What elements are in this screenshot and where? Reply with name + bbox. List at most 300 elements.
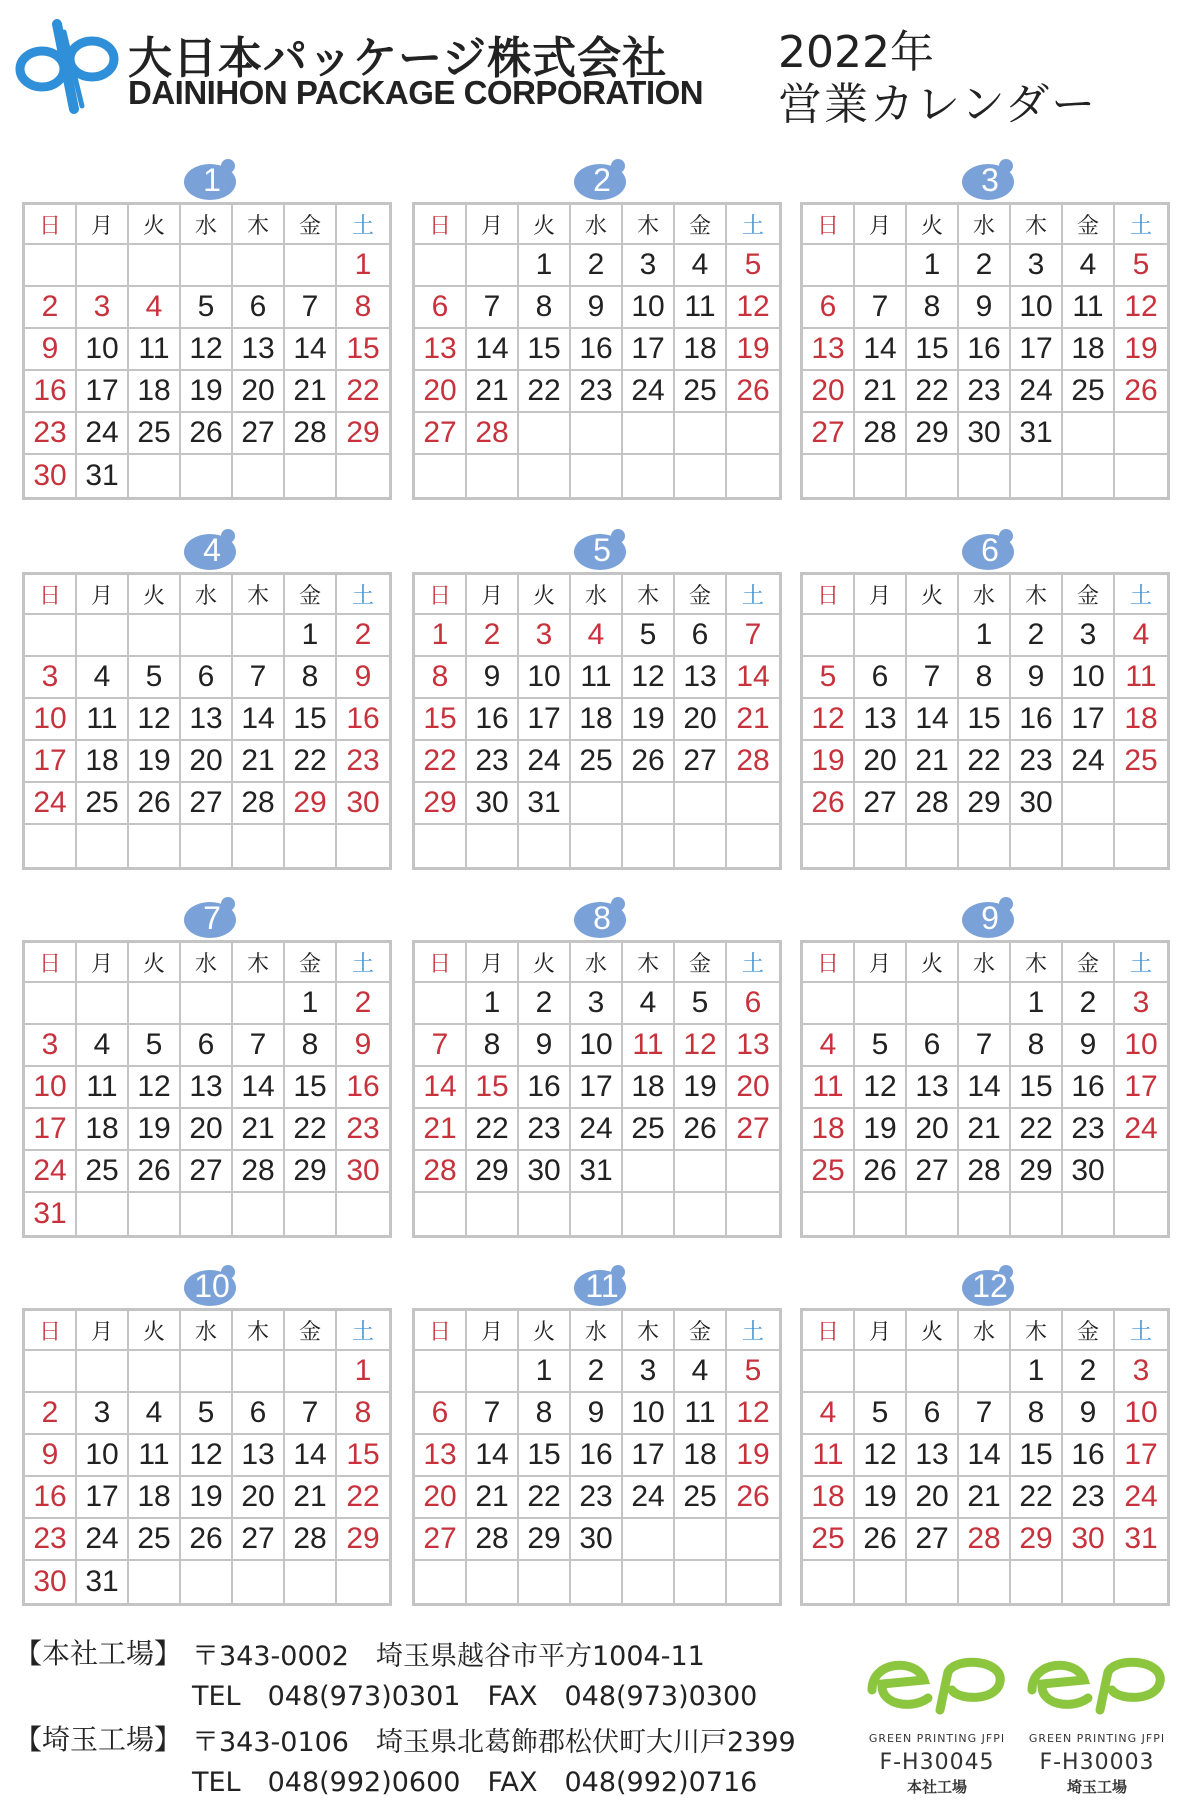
green-printing-hq: [862, 1650, 1012, 1810]
day-cell: 5: [855, 1025, 907, 1067]
day-cell: 13: [415, 329, 467, 371]
day-cell: 11: [77, 699, 129, 741]
day-cell: 13: [181, 699, 233, 741]
green-printing-tag: GREEN PRINTING JFPI: [868, 1732, 1006, 1745]
day-cell: 10: [623, 287, 675, 329]
empty-day-cell: [803, 455, 855, 497]
empty-day-cell: [129, 245, 181, 287]
day-cell: 6: [181, 1025, 233, 1067]
day-cell: 28: [727, 741, 779, 783]
month-number: 1: [203, 162, 221, 198]
weekday-header: 水: [959, 1311, 1011, 1351]
day-cell: 23: [1063, 1477, 1115, 1519]
empty-day-cell: [233, 825, 285, 867]
weekday-header: 木: [623, 1311, 675, 1351]
day-cell: 9: [337, 1025, 389, 1067]
day-cell: 29: [285, 1151, 337, 1193]
day-cell: 5: [129, 657, 181, 699]
day-cell: 21: [959, 1477, 1011, 1519]
day-cell: 29: [1011, 1519, 1063, 1561]
month-calendar: [412, 158, 786, 518]
day-cell: 12: [855, 1435, 907, 1477]
weekday-header: 金: [285, 205, 337, 245]
day-cell: 6: [803, 287, 855, 329]
empty-day-cell: [285, 825, 337, 867]
day-cell: 10: [77, 329, 129, 371]
weekday-header: 日: [415, 575, 467, 615]
day-cell: 22: [337, 371, 389, 413]
empty-day-cell: [77, 245, 129, 287]
empty-day-cell: [233, 615, 285, 657]
day-cell: 5: [623, 615, 675, 657]
calendar-year: 2022年: [778, 27, 934, 78]
weekday-header: 火: [129, 575, 181, 615]
day-cell: 19: [1115, 329, 1167, 371]
day-cell: 9: [467, 657, 519, 699]
day-cell: 9: [337, 657, 389, 699]
weekday-header: 土: [727, 943, 779, 983]
empty-day-cell: [233, 455, 285, 497]
day-cell: 7: [467, 287, 519, 329]
day-cell: 16: [467, 699, 519, 741]
weekday-header: 金: [1063, 575, 1115, 615]
day-cell: 28: [415, 1151, 467, 1193]
day-cell: 8: [285, 1025, 337, 1067]
empty-day-cell: [415, 1351, 467, 1393]
day-cell: 30: [337, 1151, 389, 1193]
day-cell: 22: [519, 371, 571, 413]
month-calendar: [800, 528, 1174, 888]
empty-day-cell: [675, 1561, 727, 1603]
day-cell: 26: [803, 783, 855, 825]
day-cell: 11: [77, 1067, 129, 1109]
empty-day-cell: [285, 1193, 337, 1235]
empty-day-cell: [571, 1561, 623, 1603]
month-badge: [960, 158, 1020, 202]
weekday-header: 土: [1115, 205, 1167, 245]
weekday-header: 金: [675, 943, 727, 983]
weekday-header: 水: [181, 205, 233, 245]
day-cell: 15: [519, 1435, 571, 1477]
day-cell: 30: [25, 455, 77, 497]
weekday-header: 土: [1115, 575, 1167, 615]
weekday-header: 日: [415, 943, 467, 983]
day-cell: 16: [571, 1435, 623, 1477]
weekday-header: 土: [337, 943, 389, 983]
day-cell: 21: [727, 699, 779, 741]
empty-day-cell: [959, 983, 1011, 1025]
day-cell: 4: [129, 287, 181, 329]
day-cell: 9: [571, 1393, 623, 1435]
weekday-header: 火: [907, 1311, 959, 1351]
day-cell: 18: [623, 1067, 675, 1109]
day-cell: 27: [233, 413, 285, 455]
day-cell: 22: [467, 1109, 519, 1151]
day-cell: 14: [959, 1435, 1011, 1477]
day-cell: 11: [129, 329, 181, 371]
empty-day-cell: [727, 1519, 779, 1561]
day-cell: 9: [959, 287, 1011, 329]
day-cell: 24: [571, 1109, 623, 1151]
day-cell: 10: [25, 1067, 77, 1109]
day-cell: 20: [675, 699, 727, 741]
weekday-header: 水: [571, 575, 623, 615]
green-printing-site: 本社工場: [906, 1778, 967, 1796]
empty-day-cell: [1063, 413, 1115, 455]
month-calendar: [22, 896, 396, 1256]
weekday-header: 火: [907, 575, 959, 615]
month-grid: [412, 1308, 782, 1606]
empty-day-cell: [233, 1193, 285, 1235]
day-cell: 22: [285, 1109, 337, 1151]
day-cell: 9: [1063, 1025, 1115, 1067]
day-cell: 17: [77, 1477, 129, 1519]
day-cell: 7: [415, 1025, 467, 1067]
day-cell: 28: [959, 1151, 1011, 1193]
weekday-header: 土: [727, 575, 779, 615]
weekday-header: 日: [803, 943, 855, 983]
empty-day-cell: [337, 825, 389, 867]
month-calendar: [412, 1264, 786, 1624]
day-cell: 9: [25, 329, 77, 371]
day-cell: 27: [415, 1519, 467, 1561]
day-cell: 8: [337, 287, 389, 329]
day-cell: 12: [1115, 287, 1167, 329]
day-cell: 5: [727, 245, 779, 287]
day-cell: 24: [1115, 1109, 1167, 1151]
weekday-header: 火: [519, 205, 571, 245]
day-cell: 16: [571, 329, 623, 371]
day-cell: 26: [1115, 371, 1167, 413]
month-number: 12: [972, 1268, 1008, 1304]
day-cell: 31: [77, 455, 129, 497]
day-cell: 30: [337, 783, 389, 825]
weekday-header: 土: [337, 575, 389, 615]
empty-day-cell: [519, 1561, 571, 1603]
day-cell: 3: [25, 1025, 77, 1067]
day-cell: 21: [233, 1109, 285, 1151]
empty-day-cell: [285, 455, 337, 497]
empty-day-cell: [1063, 783, 1115, 825]
day-cell: 29: [1011, 1151, 1063, 1193]
day-cell: 15: [959, 699, 1011, 741]
day-cell: 1: [285, 615, 337, 657]
day-cell: 24: [623, 1477, 675, 1519]
day-cell: 7: [233, 1025, 285, 1067]
empty-day-cell: [623, 413, 675, 455]
day-cell: 5: [675, 983, 727, 1025]
day-cell: 16: [337, 1067, 389, 1109]
day-cell: 22: [907, 371, 959, 413]
day-cell: 28: [959, 1519, 1011, 1561]
empty-day-cell: [959, 455, 1011, 497]
day-cell: 7: [285, 287, 337, 329]
day-cell: 1: [467, 983, 519, 1025]
empty-day-cell: [727, 455, 779, 497]
weekday-header: 木: [1011, 205, 1063, 245]
day-cell: 7: [233, 657, 285, 699]
day-cell: 2: [25, 1393, 77, 1435]
day-cell: 4: [77, 657, 129, 699]
empty-day-cell: [181, 1193, 233, 1235]
day-cell: 10: [1011, 287, 1063, 329]
weekday-header: 火: [519, 943, 571, 983]
day-cell: 10: [25, 699, 77, 741]
day-cell: 24: [623, 371, 675, 413]
month-grid: [22, 940, 392, 1238]
day-cell: 12: [129, 1067, 181, 1109]
day-cell: 16: [337, 699, 389, 741]
day-cell: 14: [727, 657, 779, 699]
weekday-header: 火: [129, 1311, 181, 1351]
empty-day-cell: [803, 1351, 855, 1393]
day-cell: 27: [181, 1151, 233, 1193]
day-cell: 27: [233, 1519, 285, 1561]
day-cell: 3: [571, 983, 623, 1025]
empty-day-cell: [1011, 825, 1063, 867]
day-cell: 18: [675, 1435, 727, 1477]
empty-day-cell: [907, 825, 959, 867]
day-cell: 7: [959, 1393, 1011, 1435]
day-cell: 28: [285, 1519, 337, 1561]
dp-logo-icon: [12, 14, 122, 114]
day-cell: 25: [1063, 371, 1115, 413]
day-cell: 3: [25, 657, 77, 699]
day-cell: 30: [571, 1519, 623, 1561]
empty-day-cell: [1115, 455, 1167, 497]
empty-day-cell: [415, 245, 467, 287]
day-cell: 20: [907, 1477, 959, 1519]
empty-day-cell: [181, 615, 233, 657]
weekday-header: 木: [623, 205, 675, 245]
empty-day-cell: [519, 825, 571, 867]
day-cell: 20: [233, 1477, 285, 1519]
weekday-header: 水: [181, 1311, 233, 1351]
empty-day-cell: [1063, 1561, 1115, 1603]
weekday-header: 日: [25, 943, 77, 983]
day-cell: 19: [181, 371, 233, 413]
empty-day-cell: [467, 825, 519, 867]
month-grid: [22, 572, 392, 870]
day-cell: 2: [1063, 1351, 1115, 1393]
weekday-header: 水: [181, 575, 233, 615]
weekday-header: 金: [285, 943, 337, 983]
weekday-header: 水: [959, 943, 1011, 983]
day-cell: 10: [623, 1393, 675, 1435]
day-cell: 31: [77, 1561, 129, 1603]
day-cell: 19: [129, 1109, 181, 1151]
day-cell: 29: [415, 783, 467, 825]
day-cell: 22: [1011, 1109, 1063, 1151]
month-number: 11: [585, 1268, 619, 1304]
day-cell: 18: [1063, 329, 1115, 371]
weekday-header: 土: [1115, 1311, 1167, 1351]
day-cell: 25: [77, 1151, 129, 1193]
day-cell: 14: [285, 1435, 337, 1477]
weekday-header: 土: [337, 1311, 389, 1351]
day-cell: 7: [727, 615, 779, 657]
day-cell: 1: [519, 245, 571, 287]
month-number: 9: [981, 900, 999, 936]
empty-day-cell: [675, 783, 727, 825]
day-cell: 19: [181, 1477, 233, 1519]
day-cell: 3: [1063, 615, 1115, 657]
empty-day-cell: [675, 455, 727, 497]
empty-day-cell: [1115, 1151, 1167, 1193]
day-cell: 20: [181, 1109, 233, 1151]
empty-day-cell: [285, 1561, 337, 1603]
month-badge: [960, 528, 1020, 572]
month-grid: [412, 940, 782, 1238]
day-cell: 12: [803, 699, 855, 741]
day-cell: 17: [1115, 1435, 1167, 1477]
day-cell: 4: [1063, 245, 1115, 287]
day-cell: 20: [233, 371, 285, 413]
weekday-header: 金: [675, 205, 727, 245]
day-cell: 23: [519, 1109, 571, 1151]
day-cell: 12: [181, 329, 233, 371]
weekday-header: 日: [415, 1311, 467, 1351]
day-cell: 25: [571, 741, 623, 783]
day-cell: 13: [233, 1435, 285, 1477]
month-number: 2: [593, 162, 611, 198]
hq-label: 【本社工場】: [14, 1637, 183, 1670]
day-cell: 13: [727, 1025, 779, 1067]
day-cell: 7: [907, 657, 959, 699]
day-cell: 17: [1063, 699, 1115, 741]
empty-day-cell: [855, 983, 907, 1025]
day-cell: 2: [571, 1351, 623, 1393]
weekday-header: 月: [467, 575, 519, 615]
weekday-header: 月: [467, 943, 519, 983]
day-cell: 21: [855, 371, 907, 413]
header: [0, 0, 1189, 130]
hq-phone: TEL 048(973)0301 FAX 048(973)0300: [192, 1681, 758, 1712]
day-cell: 2: [337, 615, 389, 657]
weekday-header: 火: [519, 575, 571, 615]
empty-day-cell: [959, 1561, 1011, 1603]
day-cell: 1: [415, 615, 467, 657]
green-printing-code: F-H30003: [1039, 1750, 1155, 1775]
empty-day-cell: [519, 455, 571, 497]
day-cell: 30: [519, 1151, 571, 1193]
day-cell: 23: [467, 741, 519, 783]
empty-day-cell: [1011, 1193, 1063, 1235]
day-cell: 26: [855, 1151, 907, 1193]
weekday-header: 金: [285, 575, 337, 615]
day-cell: 22: [959, 741, 1011, 783]
day-cell: 18: [77, 741, 129, 783]
empty-day-cell: [855, 1193, 907, 1235]
day-cell: 11: [1063, 287, 1115, 329]
empty-day-cell: [907, 615, 959, 657]
empty-day-cell: [803, 245, 855, 287]
day-cell: 14: [233, 1067, 285, 1109]
month-grid: [412, 572, 782, 870]
weekday-header: 火: [519, 1311, 571, 1351]
day-cell: 21: [907, 741, 959, 783]
weekday-header: 月: [467, 205, 519, 245]
month-number: 7: [203, 900, 221, 936]
day-cell: 14: [467, 1435, 519, 1477]
day-cell: 14: [415, 1067, 467, 1109]
weekday-header: 水: [181, 943, 233, 983]
month-grid: [412, 202, 782, 500]
day-cell: 6: [727, 983, 779, 1025]
day-cell: 24: [77, 413, 129, 455]
day-cell: 17: [1011, 329, 1063, 371]
empty-day-cell: [959, 1193, 1011, 1235]
empty-day-cell: [467, 455, 519, 497]
day-cell: 30: [959, 413, 1011, 455]
empty-day-cell: [285, 1351, 337, 1393]
day-cell: 11: [129, 1435, 181, 1477]
weekday-header: 火: [907, 205, 959, 245]
day-cell: 16: [25, 1477, 77, 1519]
empty-day-cell: [77, 825, 129, 867]
day-cell: 15: [467, 1067, 519, 1109]
empty-day-cell: [727, 413, 779, 455]
day-cell: 12: [675, 1025, 727, 1067]
empty-day-cell: [77, 983, 129, 1025]
day-cell: 25: [129, 413, 181, 455]
weekday-header: 土: [727, 1311, 779, 1351]
month-calendar: [800, 1264, 1174, 1624]
day-cell: 16: [1063, 1435, 1115, 1477]
day-cell: 12: [181, 1435, 233, 1477]
month-grid: [800, 1308, 1170, 1606]
day-cell: 27: [803, 413, 855, 455]
day-cell: 3: [519, 615, 571, 657]
day-cell: 28: [233, 1151, 285, 1193]
company-name-en: DAINIHON PACKAGE CORPORATION: [128, 74, 704, 111]
day-cell: 15: [1011, 1435, 1063, 1477]
month-number: 5: [593, 532, 611, 568]
weekday-header: 日: [803, 205, 855, 245]
month-calendar: [800, 158, 1174, 518]
weekday-header: 月: [77, 575, 129, 615]
empty-day-cell: [959, 825, 1011, 867]
green-printing-logo-icon: [862, 1650, 1012, 1720]
day-cell: 27: [415, 413, 467, 455]
day-cell: 17: [25, 1109, 77, 1151]
empty-day-cell: [855, 455, 907, 497]
month-badge: [960, 1264, 1020, 1308]
weekday-header: 日: [25, 575, 77, 615]
day-cell: 13: [675, 657, 727, 699]
day-cell: 10: [571, 1025, 623, 1067]
day-cell: 11: [675, 1393, 727, 1435]
weekday-header: 日: [25, 205, 77, 245]
day-cell: 21: [415, 1109, 467, 1151]
saitama-phone: TEL 048(992)0600 FAX 048(992)0716: [192, 1767, 758, 1798]
empty-day-cell: [907, 1193, 959, 1235]
empty-day-cell: [233, 1351, 285, 1393]
day-cell: 8: [519, 1393, 571, 1435]
month-badge: [572, 528, 632, 572]
empty-day-cell: [415, 1193, 467, 1235]
day-cell: 26: [181, 413, 233, 455]
day-cell: 19: [855, 1477, 907, 1519]
day-cell: 10: [1063, 657, 1115, 699]
day-cell: 27: [907, 1519, 959, 1561]
day-cell: 14: [467, 329, 519, 371]
empty-day-cell: [129, 1561, 181, 1603]
weekday-header: 土: [1115, 943, 1167, 983]
day-cell: 5: [129, 1025, 181, 1067]
empty-day-cell: [1115, 825, 1167, 867]
weekday-header: 木: [1011, 943, 1063, 983]
